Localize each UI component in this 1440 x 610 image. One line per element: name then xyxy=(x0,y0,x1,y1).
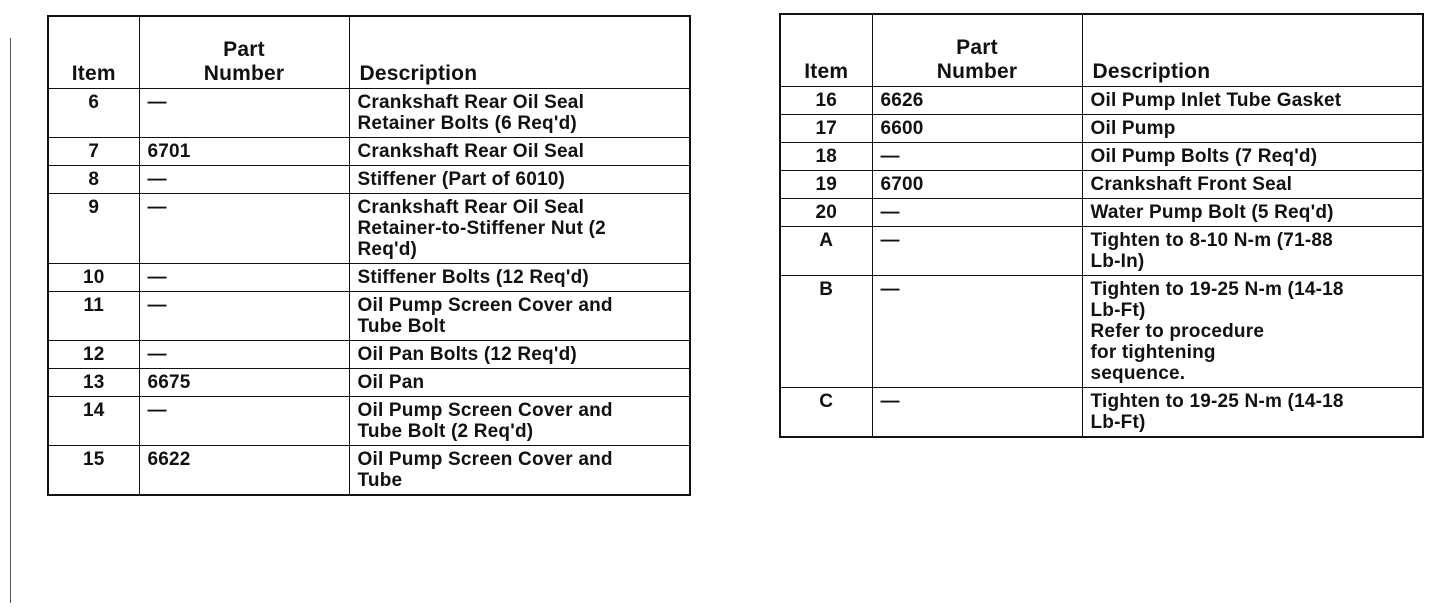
description-cell xyxy=(349,397,690,446)
description-line: Oil Pump Screen Cover and xyxy=(357,449,613,470)
item-cell: 14 xyxy=(48,397,139,446)
description-cell xyxy=(349,369,690,397)
description-cell xyxy=(1082,276,1423,388)
part-number-cell: 6600 xyxy=(872,115,1082,143)
header-row xyxy=(48,16,690,89)
table-row xyxy=(780,227,1423,276)
part-number-cell: 6622 xyxy=(139,446,349,496)
header-row xyxy=(780,14,1423,87)
description-line: Oil Pump xyxy=(1090,118,1176,139)
description-line: Retainer-to-Stiffener Nut (2 xyxy=(357,218,606,239)
description-cell xyxy=(349,194,690,264)
part-number-cell: — xyxy=(139,89,349,138)
table-row xyxy=(48,166,690,194)
item-cell: 15 xyxy=(48,446,139,496)
table-row xyxy=(48,138,690,166)
description-line: Tube Bolt xyxy=(357,316,446,337)
table-row xyxy=(780,171,1423,199)
description-line: Oil Pump Screen Cover and xyxy=(357,400,613,421)
header-number-line: Number xyxy=(936,60,1018,83)
description-cell xyxy=(349,341,690,369)
description-line: Tighten to 19-25 N-m (14-18 xyxy=(1090,279,1344,300)
description-line: Tighten to 8-10 N-m (71-88 xyxy=(1090,230,1333,251)
table-row xyxy=(780,199,1423,227)
part-number-cell: — xyxy=(139,166,349,194)
part-number-cell: 6626 xyxy=(872,87,1082,115)
description-line: Req'd) xyxy=(357,239,418,260)
item-cell: 20 xyxy=(780,199,872,227)
description-line: Oil Pump Inlet Tube Gasket xyxy=(1090,90,1342,111)
part-number-cell: — xyxy=(872,227,1082,276)
table-row xyxy=(780,143,1423,171)
description-line: sequence. xyxy=(1090,363,1186,384)
description-line: Lb-Ft) xyxy=(1090,412,1146,433)
description-line: Water Pump Bolt (5 Req'd) xyxy=(1090,202,1334,223)
header-part-line: Part xyxy=(223,38,265,61)
description-line: Crankshaft Rear Oil Seal xyxy=(357,197,585,218)
parts-table-left xyxy=(47,15,691,496)
part-number-cell: — xyxy=(139,341,349,369)
item-cell: 6 xyxy=(48,89,139,138)
item-cell: 16 xyxy=(780,87,872,115)
item-cell: 7 xyxy=(48,138,139,166)
item-cell: 13 xyxy=(48,369,139,397)
part-number-cell: — xyxy=(872,276,1082,388)
description-cell xyxy=(1082,143,1423,171)
part-number-cell: — xyxy=(872,199,1082,227)
description-cell xyxy=(349,446,690,496)
header-part-number xyxy=(139,16,349,89)
item-cell: 9 xyxy=(48,194,139,264)
table-row xyxy=(48,292,690,341)
description-line: Oil Pump Screen Cover and xyxy=(357,295,613,316)
table-row xyxy=(48,341,690,369)
header-part-number xyxy=(872,14,1082,87)
table-row xyxy=(48,446,690,496)
item-cell: 8 xyxy=(48,166,139,194)
description-line: Crankshaft Front Seal xyxy=(1090,174,1293,195)
table-row xyxy=(780,87,1423,115)
right-table-body xyxy=(780,87,1423,438)
table-row xyxy=(48,194,690,264)
description-line: Tube xyxy=(357,470,403,491)
part-number-cell: — xyxy=(872,388,1082,438)
description-line: Oil Pan xyxy=(357,372,425,393)
description-cell xyxy=(1082,171,1423,199)
description-line: for tightening xyxy=(1090,342,1216,363)
table-row xyxy=(48,89,690,138)
table-row xyxy=(780,115,1423,143)
part-number-cell: — xyxy=(139,194,349,264)
part-number-cell: — xyxy=(139,397,349,446)
description-cell xyxy=(1082,115,1423,143)
part-number-cell: 6675 xyxy=(139,369,349,397)
header-item: Item xyxy=(780,14,872,87)
margin-rule xyxy=(10,38,11,603)
description-cell xyxy=(349,264,690,292)
description-line: Retainer Bolts (6 Req'd) xyxy=(357,113,577,134)
part-number-cell: — xyxy=(872,143,1082,171)
description-cell xyxy=(1082,388,1423,438)
item-cell: 18 xyxy=(780,143,872,171)
header-part-line: Part xyxy=(956,36,998,59)
description-line: Tighten to 19-25 N-m (14-18 xyxy=(1090,391,1344,412)
header-description: Description xyxy=(349,16,690,89)
description-line: Crankshaft Rear Oil Seal xyxy=(357,92,585,113)
item-cell: 17 xyxy=(780,115,872,143)
item-cell: 12 xyxy=(48,341,139,369)
table-row xyxy=(780,276,1423,388)
description-line: Oil Pan Bolts (12 Req'd) xyxy=(357,344,577,365)
table-row xyxy=(48,264,690,292)
item-cell: 10 xyxy=(48,264,139,292)
part-number-cell: — xyxy=(139,264,349,292)
table-row xyxy=(780,388,1423,438)
part-number-cell: — xyxy=(139,292,349,341)
left-table-body xyxy=(48,89,690,496)
description-line: Stiffener (Part of 6010) xyxy=(357,169,566,190)
item-cell: 19 xyxy=(780,171,872,199)
header-number-line: Number xyxy=(203,62,285,85)
parts-table-right xyxy=(779,13,1424,438)
header-description: Description xyxy=(1082,14,1423,87)
description-line: Crankshaft Rear Oil Seal xyxy=(357,141,585,162)
description-cell xyxy=(1082,87,1423,115)
table-row xyxy=(48,397,690,446)
description-line: Tube Bolt (2 Req'd) xyxy=(357,421,534,442)
description-cell xyxy=(349,138,690,166)
header-item: Item xyxy=(48,16,139,89)
description-line: Lb-Ft) xyxy=(1090,300,1146,321)
item-cell: 11 xyxy=(48,292,139,341)
description-cell xyxy=(349,166,690,194)
description-line: Refer to procedure xyxy=(1090,321,1265,342)
item-cell: A xyxy=(780,227,872,276)
description-cell xyxy=(349,89,690,138)
description-cell xyxy=(349,292,690,341)
description-cell xyxy=(1082,227,1423,276)
part-number-cell: 6700 xyxy=(872,171,1082,199)
description-line: Lb-In) xyxy=(1090,251,1145,272)
table-row xyxy=(48,369,690,397)
description-cell xyxy=(1082,199,1423,227)
part-number-cell: 6701 xyxy=(139,138,349,166)
description-line: Stiffener Bolts (12 Req'd) xyxy=(357,267,589,288)
description-line: Oil Pump Bolts (7 Req'd) xyxy=(1090,146,1318,167)
item-cell: C xyxy=(780,388,872,438)
item-cell: B xyxy=(780,276,872,388)
